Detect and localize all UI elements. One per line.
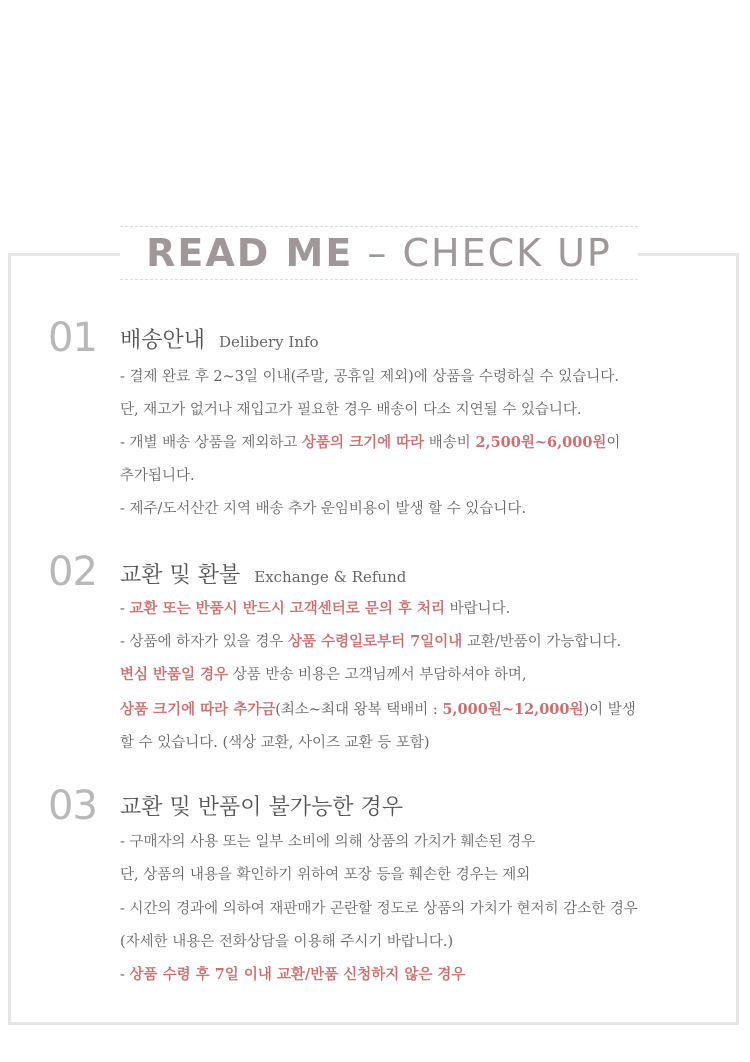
body-text: - 구매자의 사용 또는 일부 소비에 의해 상품의 가치가 훼손된 경우 [120, 834, 536, 850]
section-line [120, 403, 582, 418]
section-line [120, 935, 453, 950]
title-light: – CHECK UP [353, 231, 612, 275]
section-title [120, 797, 403, 819]
section-line [120, 835, 535, 850]
highlight-text: 상품 수령 후 7일 이내 교환/반품 신청하지 않은 경우 [129, 966, 466, 983]
body-text: - 시간의 경과에 의하여 재판매가 곤란할 정도로 상품의 가치가 현저히 감소한 경우 [120, 901, 638, 917]
section-line [120, 602, 510, 617]
section-title-text: 배송안내 [120, 328, 206, 353]
section-number: 02 [48, 549, 97, 595]
section-line [120, 902, 638, 917]
body-text: 배송비 [424, 435, 476, 451]
section-line [120, 436, 620, 451]
section-subtitle: Exchange & Refund [254, 568, 407, 586]
section-header [120, 226, 638, 280]
body-text: - 제주/도서산간 지역 배송 추가 운임비용이 발생 할 수 있습니다. [120, 501, 527, 517]
section-line [120, 736, 430, 751]
body-text: )이 발생 [583, 702, 636, 718]
body-text: 상품 반송 비용은 고객님께서 부담하셔야 하며, [228, 667, 527, 683]
title-bold: READ ME [146, 231, 354, 275]
body-text: - 결제 완료 후 2~3일 이내(주말, 공휴일 제외)에 상품을 수령하실 수 있습니다. [120, 369, 619, 385]
section-line [120, 635, 621, 650]
body-text: 단, 상품의 내용을 확인하기 위하여 포장 등을 훼손한 경우는 제외 [120, 867, 531, 883]
highlight-text: 2,500원~6,000원 [475, 434, 607, 451]
body-text: 이 [606, 435, 621, 451]
section-number: 03 [48, 783, 97, 829]
section-subtitle: Delibery Info [219, 333, 319, 351]
body-text: 할 수 있습니다. (색상 교환, 사이즈 교환 등 포함) [120, 735, 430, 751]
body-text: - [120, 601, 130, 617]
section-title-text: 교환 및 반품이 불가능한 경우 [120, 795, 403, 820]
section-title-text: 교환 및 환불 [120, 563, 241, 588]
highlight-text: 상품의 크기에 따라 [302, 434, 425, 451]
body-text: - 개별 배송 상품을 제외하고 [120, 435, 303, 451]
body-text: 단, 재고가 없거나 재입고가 필요한 경우 배송이 다소 지연될 수 있습니다. [120, 402, 582, 418]
body-text: 교환/반품이 가능합니다. [462, 634, 622, 650]
body-text: (최소~최대 왕복 택배비 : [275, 702, 443, 718]
highlight-text: 변심 반품일 경우 [120, 666, 229, 683]
body-text: (자세한 내용은 전화상담을 이용해 주시기 바랍니다.) [120, 934, 454, 950]
section-line [120, 668, 527, 683]
body-text: - [120, 967, 130, 983]
highlight-text: 교환 또는 반품시 반드시 고객센터로 문의 후 처리 [129, 600, 445, 617]
body-text: 바랍니다. [445, 601, 511, 617]
highlight-text: 5,000원~12,000원 [442, 701, 584, 718]
highlight-text: 상품 수령일로부터 7일이내 [288, 633, 463, 650]
section-line [120, 703, 636, 718]
section-number: 01 [48, 315, 97, 361]
highlight-text: 상품 크기에 따라 추가금 [120, 701, 276, 718]
section-line [120, 469, 195, 484]
body-text: 추가됩니다. [120, 468, 195, 484]
section-line [120, 868, 530, 883]
page-title [146, 231, 612, 275]
body-text: - 상품에 하자가 있을 경우 [120, 634, 289, 650]
section-line [120, 502, 526, 517]
section-title [120, 330, 319, 352]
section-title [120, 565, 406, 587]
section-line [120, 968, 465, 983]
section-line [120, 370, 619, 385]
